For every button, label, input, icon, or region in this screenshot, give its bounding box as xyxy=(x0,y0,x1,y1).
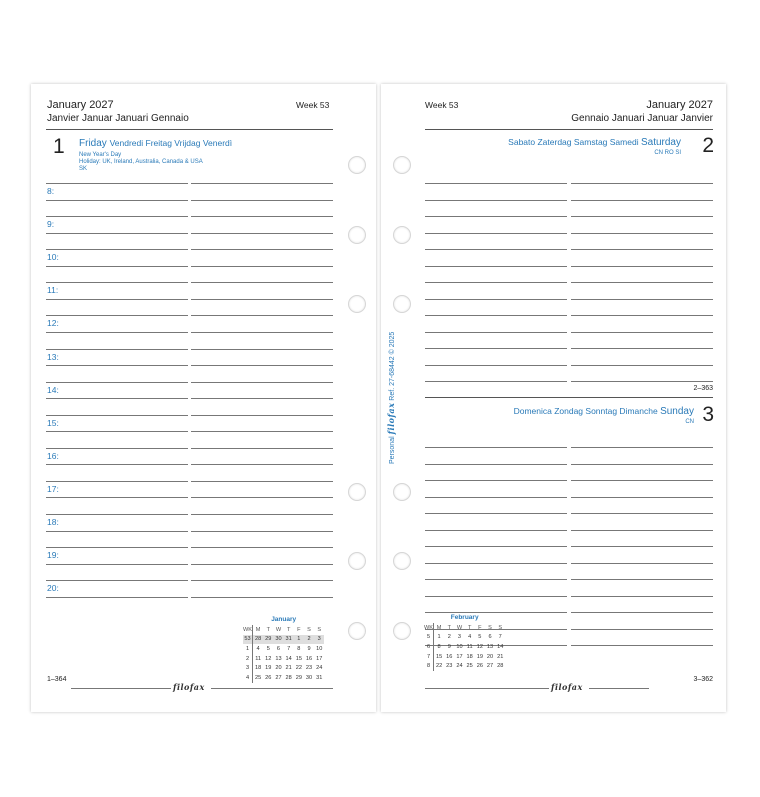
writing-line xyxy=(425,282,567,283)
half-hour-rule xyxy=(46,266,188,267)
calendar-day: 25 xyxy=(466,663,473,670)
writing-line xyxy=(571,249,713,250)
week-label: Week 53 xyxy=(296,100,330,110)
hour-rule xyxy=(191,216,333,217)
hour-rule xyxy=(191,415,333,416)
mini-calendar-week-row xyxy=(243,654,324,664)
mini-calendar-title: February xyxy=(450,614,479,621)
calendar-day: 31 xyxy=(316,674,323,681)
left-page xyxy=(31,84,376,712)
calendar-day: 19 xyxy=(476,653,483,660)
calendar-day: 11 xyxy=(466,643,473,650)
writing-line xyxy=(571,200,713,201)
mini-calendar-header-row xyxy=(424,623,505,633)
writing-line xyxy=(571,497,713,498)
half-hour-rule xyxy=(191,332,333,333)
calendar-day: 17 xyxy=(316,655,323,662)
hour-label: 19: xyxy=(47,550,59,561)
punch-hole xyxy=(393,156,411,174)
half-hour-rule xyxy=(46,497,188,498)
half-hour-rule xyxy=(46,464,188,465)
half-hour-rule xyxy=(191,431,333,432)
holiday-extra: SK xyxy=(79,166,88,172)
hour-label: 18: xyxy=(47,517,59,527)
hour-rule xyxy=(46,547,188,548)
mini-calendar-february xyxy=(424,614,505,671)
writing-line xyxy=(571,447,713,448)
calendar-day: 8 xyxy=(297,645,301,652)
calendar-day: 21 xyxy=(497,653,504,660)
right-page xyxy=(381,84,726,712)
half-hour-rule xyxy=(191,464,333,465)
hour-rule xyxy=(46,216,188,217)
writing-line xyxy=(571,645,713,646)
calendar-day: 16 xyxy=(305,655,313,662)
spine-copyright: © 2025 xyxy=(389,331,396,355)
half-hour-rule xyxy=(46,233,188,234)
hour-rule xyxy=(46,580,188,581)
spine-imprint xyxy=(386,332,396,464)
calendar-day: 2 xyxy=(304,635,314,645)
writing-line xyxy=(425,546,567,547)
sunday-holidays: CN xyxy=(685,419,694,425)
week-column-header: WK xyxy=(424,624,434,631)
calendar-day: 10 xyxy=(316,645,323,652)
punch-hole xyxy=(393,552,411,570)
hour-rule xyxy=(46,382,188,383)
calendar-day: 29 xyxy=(265,636,272,643)
writing-line xyxy=(571,332,713,333)
holiday-countries: Holiday: UK, Ireland, Australia, Canada & USA xyxy=(79,159,203,165)
sunday-heading xyxy=(514,406,694,417)
calendar-day: 24 xyxy=(456,663,463,670)
writing-line xyxy=(571,563,713,564)
writing-line xyxy=(571,596,713,597)
calendar-day: 12 xyxy=(265,655,272,662)
writing-line xyxy=(425,315,567,316)
hour-rule xyxy=(191,382,333,383)
weekday-header: S xyxy=(317,626,322,633)
writing-line xyxy=(571,348,713,349)
writing-line xyxy=(425,348,567,349)
hour-label: 12: xyxy=(47,318,59,329)
day-number: 1 xyxy=(53,135,65,158)
writing-line xyxy=(571,299,713,300)
saturday-day-count: 2–363 xyxy=(693,385,713,392)
calendar-day: 17 xyxy=(456,653,463,660)
week-number: 53 xyxy=(244,636,251,643)
mini-calendar-week-row xyxy=(424,652,505,662)
calendar-day: 7 xyxy=(287,645,291,652)
punch-hole xyxy=(348,295,366,313)
filofax-logo: filofax xyxy=(551,682,583,692)
weekday-header: S xyxy=(488,624,492,631)
calendar-day: 22 xyxy=(435,663,443,670)
filofax-logo: filofax xyxy=(173,682,205,692)
calendar-day: 27 xyxy=(275,674,282,681)
writing-line xyxy=(425,233,567,234)
half-hour-rule xyxy=(46,332,188,333)
half-hour-rule xyxy=(191,299,333,300)
calendar-day: 18 xyxy=(254,665,262,672)
writing-line xyxy=(571,546,713,547)
spine-size: Personal xyxy=(389,436,396,464)
calendar-day: 20 xyxy=(486,653,494,660)
half-hour-rule xyxy=(191,200,333,201)
weekday-header: T xyxy=(447,624,451,631)
calendar-day: 28 xyxy=(253,635,264,645)
writing-line xyxy=(425,563,567,564)
calendar-day: 18 xyxy=(466,653,473,660)
hour-label: 16: xyxy=(47,450,59,461)
calendar-day: 20 xyxy=(275,665,282,672)
calendar-day: 14 xyxy=(497,643,504,650)
calendar-day: 1 xyxy=(294,635,304,645)
writing-line xyxy=(571,183,713,184)
writing-line xyxy=(571,266,713,267)
saturday-holidays: CN RO SI xyxy=(654,150,681,156)
month-year-title: January 2027 xyxy=(47,99,114,111)
hour-rule xyxy=(191,580,333,581)
hour-label: 11: xyxy=(47,285,59,296)
writing-line xyxy=(425,381,567,382)
half-hour-rule xyxy=(191,266,333,267)
writing-line xyxy=(425,612,567,613)
calendar-day: 28 xyxy=(497,663,504,670)
calendar-day: 3 xyxy=(457,634,462,641)
hour-rule xyxy=(46,315,188,316)
writing-line xyxy=(571,381,713,382)
calendar-day: 13 xyxy=(486,643,494,650)
footer-rule xyxy=(71,688,171,689)
calendar-day: 5 xyxy=(266,645,270,652)
mini-calendar-title: January xyxy=(271,616,297,623)
punch-hole xyxy=(393,622,411,640)
day-count: 3–362 xyxy=(693,676,713,683)
week-number: 1 xyxy=(243,644,253,654)
hour-rule xyxy=(191,183,333,184)
half-hour-rule xyxy=(46,200,188,201)
calendar-day: 21 xyxy=(285,665,292,672)
hour-label: 20: xyxy=(47,583,59,594)
month-translations: Gennaio Januari Januar Janvier xyxy=(571,113,713,124)
writing-line xyxy=(425,497,567,498)
writing-line xyxy=(425,266,567,267)
writing-line xyxy=(425,216,567,217)
writing-line xyxy=(571,530,713,531)
writing-line xyxy=(571,464,713,465)
mini-calendar-week-row xyxy=(243,635,324,645)
calendar-day: 14 xyxy=(285,655,292,662)
punch-hole xyxy=(393,295,411,313)
hour-rule xyxy=(191,597,333,598)
calendar-day: 23 xyxy=(305,665,313,672)
mini-calendar-grid xyxy=(243,625,324,683)
writing-line xyxy=(425,200,567,201)
calendar-day: 23 xyxy=(446,663,453,670)
spine-logo: filofax xyxy=(386,402,396,435)
holiday-name: New Year's Day xyxy=(79,152,122,158)
footer-rule xyxy=(425,688,549,689)
hour-rule xyxy=(46,282,188,283)
calendar-day: 5 xyxy=(478,634,482,641)
mini-calendar-header-row xyxy=(243,625,324,635)
calendar-day: 19 xyxy=(265,665,272,672)
writing-line xyxy=(571,315,713,316)
day-count: 1–364 xyxy=(47,676,67,683)
hour-rule xyxy=(46,448,188,449)
calendar-day: 31 xyxy=(285,636,292,643)
hour-rule xyxy=(46,415,188,416)
week-number: 8 xyxy=(424,661,434,671)
writing-line xyxy=(425,530,567,531)
calendar-day: 27 xyxy=(486,663,494,670)
mini-calendar-grid xyxy=(424,623,505,671)
calendar-day: 9 xyxy=(307,645,311,652)
mini-calendar-week-row xyxy=(424,642,505,652)
writing-line xyxy=(571,612,713,613)
punch-hole xyxy=(348,156,366,174)
footer-rule xyxy=(211,688,333,689)
day-separator-rule xyxy=(425,397,713,398)
hour-rule xyxy=(46,597,188,598)
day-name: Friday xyxy=(79,138,107,149)
writing-line xyxy=(571,513,713,514)
hour-label: 17: xyxy=(47,483,59,494)
mini-calendar-week-row xyxy=(424,661,505,671)
day-translations: Vendredi Freitag Vrijdag Venerdì xyxy=(109,138,233,148)
calendar-day: 3 xyxy=(314,635,324,645)
hour-rule xyxy=(46,183,188,184)
hour-label: 9: xyxy=(47,219,55,230)
hour-label: 13: xyxy=(47,351,59,362)
calendar-day: 2 xyxy=(447,634,451,641)
hour-rule xyxy=(191,282,333,283)
day-heading xyxy=(79,138,232,149)
calendar-day: 22 xyxy=(295,665,302,672)
month-year-title: January 2027 xyxy=(646,99,713,111)
mini-calendar-week-row xyxy=(424,633,505,643)
writing-line xyxy=(571,579,713,580)
week-number: 6 xyxy=(424,642,434,652)
calendar-day: 13 xyxy=(275,655,282,662)
half-hour-rule xyxy=(191,564,333,565)
weekday-header: S xyxy=(307,626,311,633)
writing-line xyxy=(425,596,567,597)
calendar-day: 1 xyxy=(437,634,441,641)
calendar-day: 4 xyxy=(468,634,472,641)
punch-hole xyxy=(348,226,366,244)
weekday-header: F xyxy=(478,624,482,631)
writing-line xyxy=(571,480,713,481)
half-hour-rule xyxy=(191,497,333,498)
writing-line xyxy=(571,282,713,283)
saturday-heading xyxy=(508,137,681,148)
calendar-day: 25 xyxy=(254,674,262,681)
writing-line xyxy=(571,365,713,366)
week-column-header: WK xyxy=(243,626,253,633)
calendar-day: 4 xyxy=(256,645,260,652)
half-hour-rule xyxy=(46,398,188,399)
half-hour-rule xyxy=(191,233,333,234)
calendar-day: 7 xyxy=(498,634,502,641)
mini-calendar-january xyxy=(243,616,324,683)
spine-ref: Ref. 27-68442 xyxy=(389,356,396,401)
punch-hole xyxy=(348,552,366,570)
writing-line xyxy=(425,249,567,250)
writing-line xyxy=(425,464,567,465)
hour-rule xyxy=(46,249,188,250)
weekday-header: T xyxy=(286,626,291,633)
weekday-header: S xyxy=(498,624,503,631)
half-hour-rule xyxy=(191,398,333,399)
week-number: 4 xyxy=(243,673,253,683)
week-label: Week 53 xyxy=(425,100,459,110)
calendar-day: 10 xyxy=(456,643,463,650)
calendar-day: 6 xyxy=(276,645,281,652)
writing-line xyxy=(425,299,567,300)
hour-rule xyxy=(191,349,333,350)
half-hour-rule xyxy=(46,531,188,532)
punch-hole xyxy=(348,622,366,640)
weekday-header: F xyxy=(297,626,301,633)
calendar-day: 8 xyxy=(437,643,441,650)
calendar-day: 30 xyxy=(275,636,282,643)
weekday-header: T xyxy=(266,626,270,633)
writing-line xyxy=(425,332,567,333)
half-hour-rule xyxy=(46,564,188,565)
mini-calendar-week-row xyxy=(243,673,324,683)
hour-rule xyxy=(191,249,333,250)
hour-rule xyxy=(46,481,188,482)
writing-line xyxy=(425,365,567,366)
calendar-day: 15 xyxy=(295,655,302,662)
month-translations: Janvier Januar Januari Gennaio xyxy=(47,113,189,124)
hour-label: 15: xyxy=(47,417,59,428)
calendar-day: 12 xyxy=(476,643,483,650)
week-number: 5 xyxy=(424,633,434,643)
calendar-day: 16 xyxy=(446,653,453,660)
calendar-day: 28 xyxy=(285,674,292,681)
sunday-day-number: 3 xyxy=(702,403,714,426)
calendar-day: 29 xyxy=(295,674,302,681)
hour-rule xyxy=(191,547,333,548)
punch-hole xyxy=(348,483,366,501)
punch-hole xyxy=(393,226,411,244)
week-number: 2 xyxy=(243,654,253,664)
calendar-day: 24 xyxy=(316,665,323,672)
half-hour-rule xyxy=(46,431,188,432)
calendar-day: 11 xyxy=(255,655,262,662)
hour-rule xyxy=(191,514,333,515)
punch-hole xyxy=(393,483,411,501)
hour-rule xyxy=(46,514,188,515)
writing-line xyxy=(425,513,567,514)
writing-line xyxy=(425,579,567,580)
calendar-day: 30 xyxy=(305,674,313,681)
sunday-translations: Domenica Zondag Sonntag Dimanche xyxy=(513,406,658,416)
writing-line xyxy=(571,216,713,217)
calendar-day: 26 xyxy=(476,663,483,670)
hour-label: 10: xyxy=(47,252,59,263)
week-number: 7 xyxy=(424,652,434,662)
calendar-day: 9 xyxy=(447,643,451,650)
saturday-name: Saturday xyxy=(640,137,681,148)
writing-line xyxy=(425,480,567,481)
header-rule xyxy=(46,129,333,130)
sunday-name: Sunday xyxy=(660,406,694,417)
mini-calendar-week-row xyxy=(243,663,324,673)
calendar-day: 15 xyxy=(435,653,443,660)
hour-rule xyxy=(191,481,333,482)
header-rule xyxy=(425,129,713,130)
hour-rule xyxy=(46,349,188,350)
writing-line xyxy=(571,233,713,234)
weekday-header: W xyxy=(456,624,463,631)
weekday-header: W xyxy=(275,626,282,633)
hour-rule xyxy=(191,315,333,316)
weekday-header: M xyxy=(436,624,442,631)
half-hour-rule xyxy=(191,365,333,366)
half-hour-rule xyxy=(46,299,188,300)
footer-rule xyxy=(589,688,649,689)
writing-line xyxy=(425,183,567,184)
half-hour-rule xyxy=(46,365,188,366)
weekday-header: T xyxy=(467,624,472,631)
hour-label: 14: xyxy=(47,384,59,395)
saturday-translations: Sabato Zaterdag Samstag Samedi xyxy=(508,137,639,147)
weekday-header: M xyxy=(255,626,261,633)
mini-calendar-week-row xyxy=(243,644,324,654)
writing-line xyxy=(571,629,713,630)
hour-label: 8: xyxy=(47,186,55,196)
calendar-day: 26 xyxy=(265,674,272,681)
saturday-day-number: 2 xyxy=(702,134,714,157)
hour-rule xyxy=(191,448,333,449)
calendar-day: 6 xyxy=(488,634,492,641)
half-hour-rule xyxy=(191,531,333,532)
week-number: 3 xyxy=(243,663,253,673)
writing-line xyxy=(425,447,567,448)
